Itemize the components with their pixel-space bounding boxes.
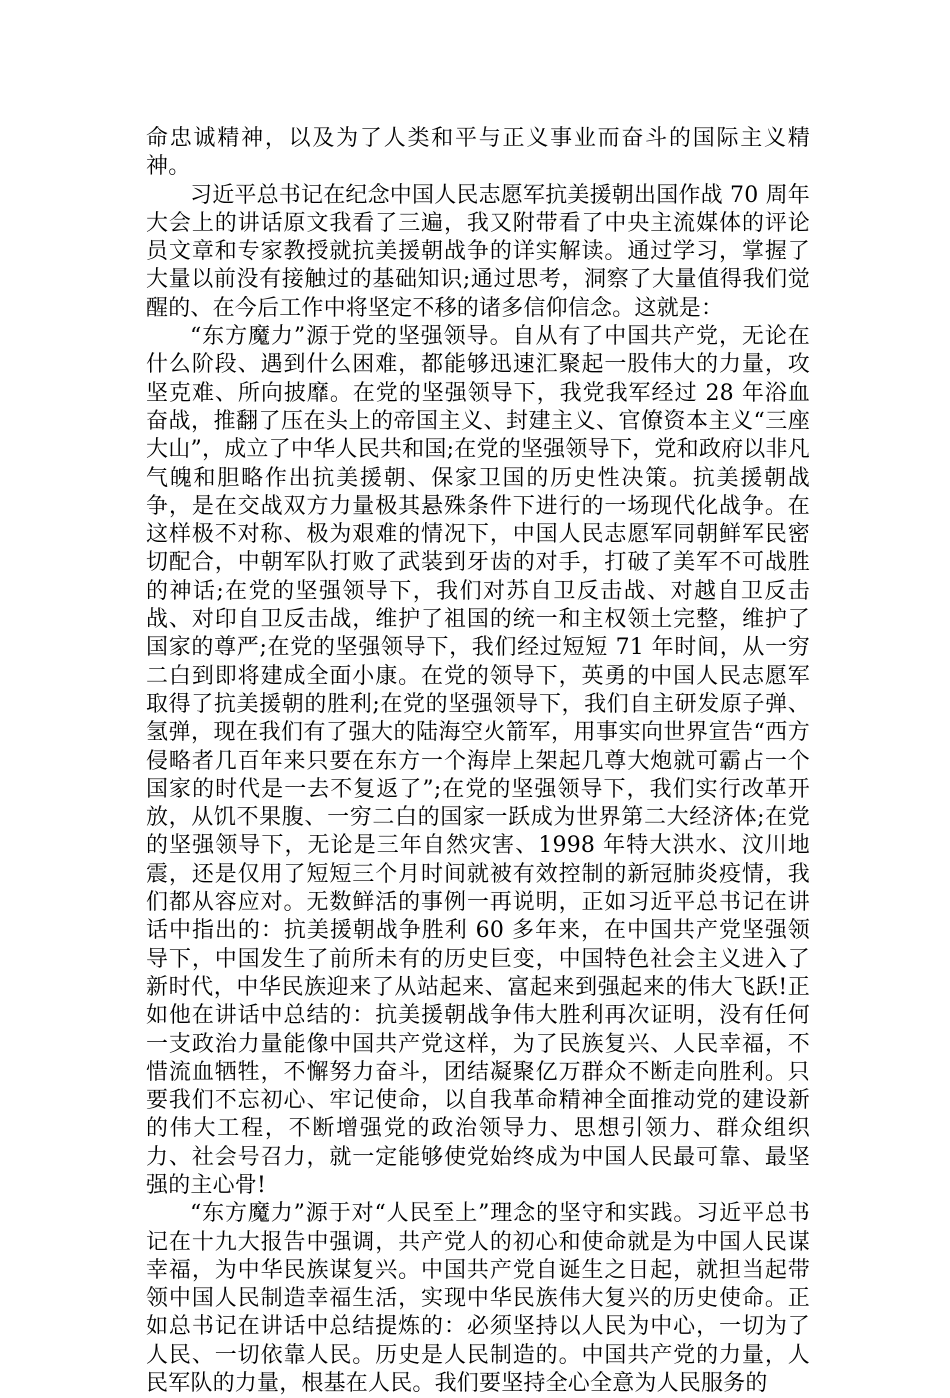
document-page [146,125,810,1398]
paragraph-3: “东方魔力”源于党的坚强领导。自从有了中国共产党，无论在什么阶段、遇到什么困难，都能够迅速汇聚起一股伟大的力量，攻坚克难、所向披靡。在党的坚强领导下，我党我军经过 28 年浴血奋战，推翻了压在头上的帝国主义、封建主义、官僚资本主义“三座大山”，成立了中华人民共和国;在党的坚强领导下，党和政府以非凡气魄和胆略作出抗美援朝、保家卫国的历史性决策。抗美援朝战争，是在交战双方力量极其悬殊条件下进行的一场现代化战争。在这样极不对称、极为艰难的情况下，中国人民志愿军同朝鲜军民密切配合，中朝军队打败了武装到牙齿的对手，打破了美军不可战胜的神话;在党的坚强领导下，我们对苏自卫反击战、对越自卫反击战、对印自卫反击战，维护了祖国的统一和主权领土完整，维护了国家的尊严;在党的坚强领导下，我们经过短短 71 年时间，从一穷二白到即将建成全面小康。在党的领导下，英勇的中国人民志愿军取得了抗美援朝的胜利;在党的坚强领导下，我们自主研发原子弹、氢弹，现在我们有了强大的陆海空火箭军，用事实向世界宣告“西方侵略者几百年来只要在东方一个海岸上架起几尊大炮就可霸占一个国家的时代是一去不复返了”;在党的坚强领导下，我们实行改革开放，从饥不果腹、一穷二白的国家一跃成为世界第二大经济体;在党的坚强领导下，无论是三年自然灾害、1998 年特大洪水、汶川地震，还是仅用了短短三个月时间就被有效控制的新冠肺炎疫情，我们都从容应对。无数鲜活的事例一再说明，正如习近平总书记在讲话中指出的：抗美援朝战争胜利 60 多年来，在中国共产党坚强领导下，中国发生了前所未有的历史巨变，中国特色社会主义进入了新时代，中华民族迎来了从站起来、富起来到强起来的伟大飞跃!正如他在讲话中总结的：抗美援朝战争伟大胜利再次证明，没有任何一支政治力量能像中国共产党这样，为了民族复兴、人民幸福，不惜流血牺牲，不懈努力奋斗，团结凝聚亿万群众不断走向胜利。只要我们不忘初心、牢记使命，以自我革命精神全面推动党的建设新的伟大工程，不断增强党的政治领导力、思想引领力、群众组织力、社会号召力，就一定能够使党始终成为中国人民最可靠、最坚强的主心骨! [146,324,810,1198]
paragraph-2: 习近平总书记在纪念中国人民志愿军抗美援朝出国作战 70 周年大会上的讲话原文我看了三遍，我又附带看了中央主流媒体的评论员文章和专家教授就抗美援朝战争的详实解读。通过学习，掌握了大量以前没有接触过的基础知识;通过思考，洞察了大量值得我们觉醒的、在今后工作中将坚定不移的诸多信仰信念。这就是： [146,182,810,321]
paragraph-1: 命忠诚精神，以及为了人类和平与正义事业而奋斗的国际主义精神。 [146,126,810,180]
paragraph-4: “东方魔力”源于对“人民至上”理念的坚守和实践。习近平总书记在十九大报告中强调，共产党人的初心和使命就是为中国人民谋幸福，为中华民族谋复兴。中国共产党自诞生之日起，就担当起带领中国人民制造幸福生活，实现中华民族伟大复兴的历史使命。正如总书记在讲话中总结提炼的：必须坚持以人民为中心，一切为了人民、一切依靠人民。历史是人民制造的。中国共产党的力量，人民军队的力量，根基在人民。我们要坚持全心全意为人民服务的 [146,1201,810,1397]
